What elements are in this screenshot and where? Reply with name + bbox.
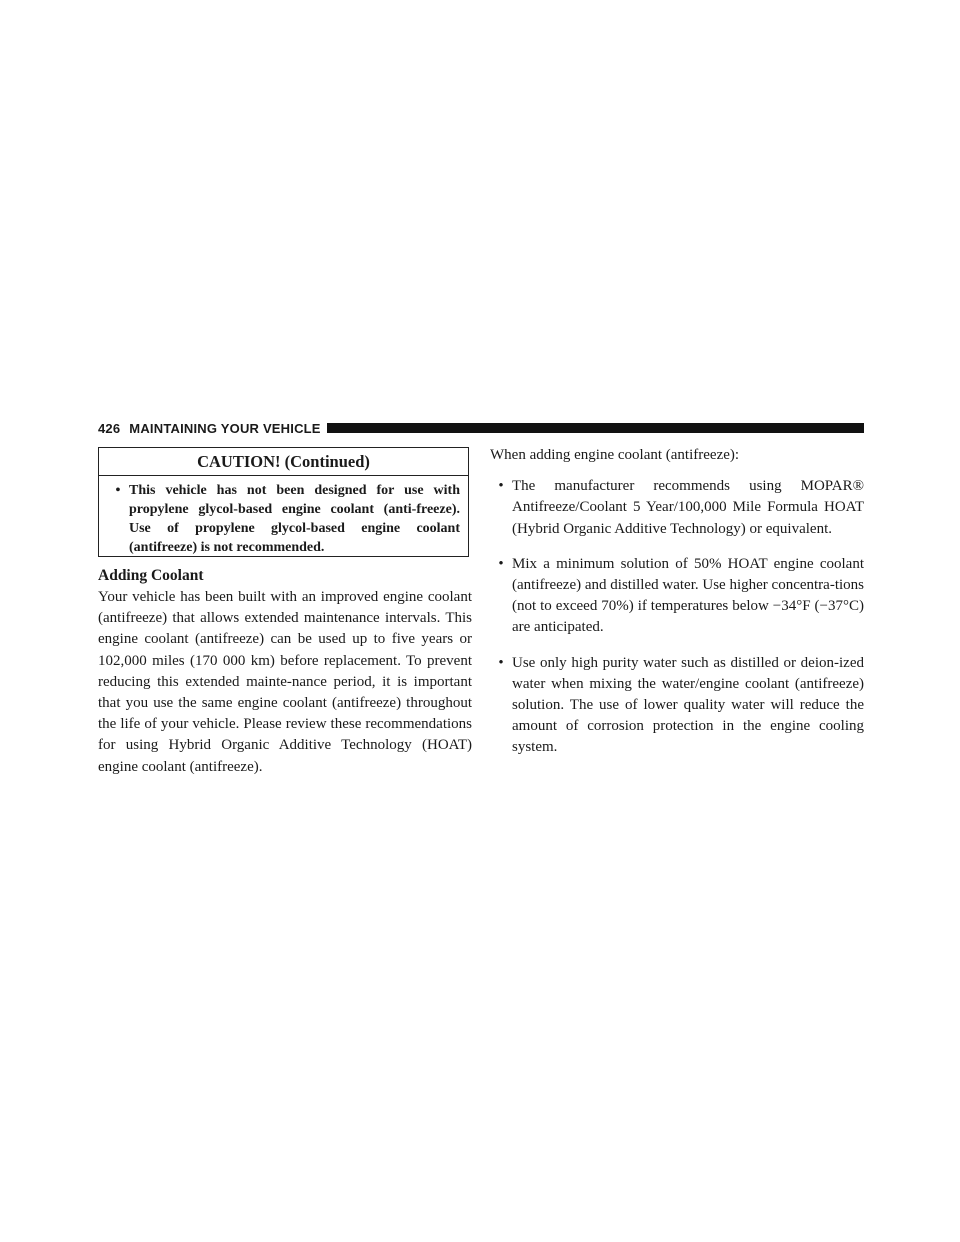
bullet-icon: •: [498, 555, 504, 572]
right-column: [490, 445, 864, 773]
page-header: [98, 417, 864, 439]
bullet-icon: •: [498, 654, 504, 671]
bullet-icon: •: [115, 483, 121, 498]
caution-box: [98, 447, 469, 557]
list-item-text: Use only high purity water such as distilled or deion-ized water when mixing the water/engine coolant (antifreeze) solution. The use of lower quality water will reduce the amount of corrosion protection in the engine cooling system.: [512, 654, 864, 756]
page-number: 426: [98, 420, 121, 436]
caution-text: This vehicle has not been designed for use with propylene glycol-based engine coolant (anti-freeze). Use of propylene glycol-based engine coolant (antifreeze) is not recommended.: [129, 483, 460, 555]
list-item-text: Mix a minimum solution of 50% HOAT engine coolant (antifreeze) and distilled water. Use higher concentra-tions (not to exceed 70%) if temperatures below −34°F (−37°C) are anticipated.: [512, 555, 864, 636]
caution-item: [99, 476, 468, 557]
body-paragraph: Your vehicle has been built with an improved engine coolant (antifreeze) that allows extended maintenance intervals. This engine coolant (antifreeze) can be used up to five years or 102,000 miles (170 000 km) before replacement. To prevent reducing this extended mainte-nance period, it is important that you use the same engine coolant (antifreeze) throughout the life of your vehicle. Please review these recommendations for using Hybrid Organic Additive Technology (HOAT) engine coolant (antifreeze).: [98, 589, 472, 775]
section-heading: Adding Coolant: [98, 567, 204, 584]
header-rule: [327, 423, 864, 433]
list-item: [490, 653, 864, 759]
list-item-text: The manufacturer recommends using MOPAR® Antifreeze/Coolant 5 Year/100,000 Mile Formula HOAT (Hybrid Organic Additive Technology) or equivalent.: [512, 478, 864, 537]
bullet-icon: •: [498, 478, 504, 495]
left-column: [98, 565, 472, 778]
list-item: [490, 476, 864, 540]
list-item: [490, 554, 864, 639]
section-title: MAINTAINING YOUR VEHICLE: [129, 420, 321, 436]
list-intro: When adding engine coolant (antifreeze):: [490, 447, 740, 463]
caution-title: CAUTION! (Continued): [99, 448, 468, 476]
